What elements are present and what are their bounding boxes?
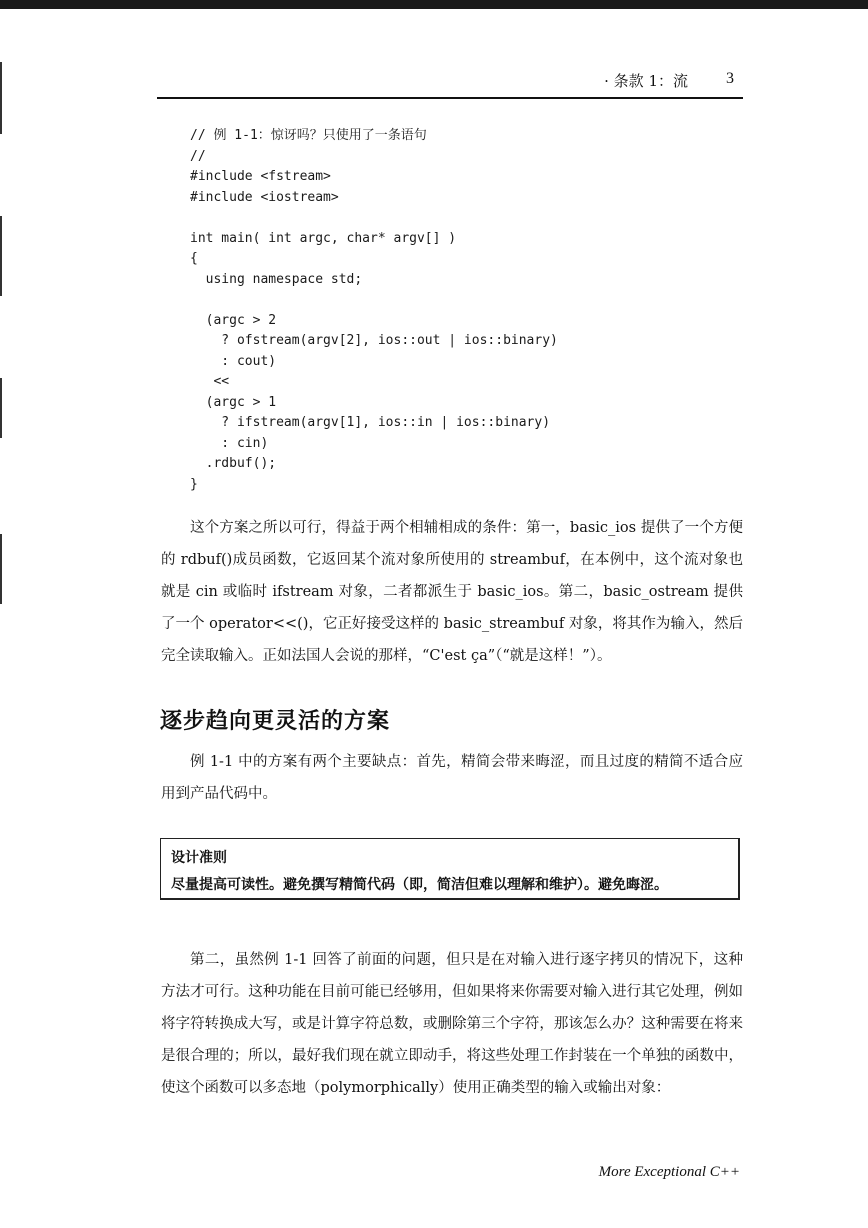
code-line: {: [190, 251, 198, 266]
code-line: ? ofstream(argv[2], ios::out | ios::binary): [190, 333, 558, 348]
margin-mark: [0, 62, 2, 134]
section-heading: 逐步趋向更灵活的方案: [160, 709, 391, 734]
design-guideline-box: [160, 838, 740, 900]
margin-mark: [0, 534, 2, 604]
code-line: .rdbuf();: [190, 456, 277, 471]
code-line: }: [190, 476, 198, 492]
code-line: #include <iostream>: [190, 189, 339, 205]
code-line: using namespace std;: [190, 271, 363, 287]
body-paragraph: 这个方案之所以可行，得益于两个相辅相成的条件：第一，basic_ios 提供了一个方便的 rdbuf()成员函数，它返回某个流对象所使用的 streambuf，在本例中，这个流对象也就是 cin 或临时 ifstream 对象，二者都派生于 basic_ios。第二，basic_ostream 提供了一个 operator<<()，它正好接受这样的 basic_streambuf 对象，将其作为输入，然后完全读取输入。正如法国人会说的那样，“C'est ça”（“就是这样！”）。: [161, 520, 743, 664]
book-title-footer: More Exceptional C++: [598, 1164, 740, 1180]
margin-mark: [0, 378, 2, 438]
code-line: (argc > 1: [190, 394, 277, 410]
header-rule: [157, 97, 743, 99]
code-line: int main( int argc, char* argv[] ): [190, 230, 457, 246]
code-line: //: [190, 148, 206, 164]
code-line: (argc > 2: [190, 312, 277, 328]
code-line: <<: [190, 374, 230, 389]
code-line: : cout): [190, 353, 277, 369]
guideline-title: 设计准则: [171, 850, 227, 866]
scan-edge-bar: [0, 0, 868, 9]
code-line: ? ifstream(argv[1], ios::in | ios::binary): [190, 415, 551, 430]
body-paragraph: 例 1-1 中的方案有两个主要缺点：首先，精简会带来晦涩，而且过度的精简不适合应用到产品代码中。: [161, 754, 743, 802]
code-line: #include <fstream>: [190, 169, 331, 184]
body-paragraph: 第二，虽然例 1-1 回答了前面的问题，但只是在对输入进行逐字拷贝的情况下，这种方法才可行。这种功能在目前可能已经够用，但如果将来你需要对输入进行其它处理，例如将字符转换成大写，或是计算字符总数，或删除第三个字符，那该怎么办？这种需要在将来是很合理的；所以，最好我们现在就立即动手，将这些处理工作封装在一个单独的函数中，使这个函数可以多态地（polymorphically）使用正确类型的输入或输出对象：: [161, 952, 743, 1096]
code-listing: [190, 126, 558, 495]
running-head: · 条款 1：流: [604, 72, 688, 90]
code-line: // 例 1-1：惊讶吗？只使用了一条语句: [190, 128, 427, 143]
page-number: 3: [726, 70, 734, 87]
margin-mark: [0, 216, 2, 296]
guideline-text: 尽量提高可读性。避免撰写精简代码（即，简洁但难以理解和维护）。避免晦涩。: [171, 877, 668, 893]
code-line: : cin): [190, 435, 269, 451]
